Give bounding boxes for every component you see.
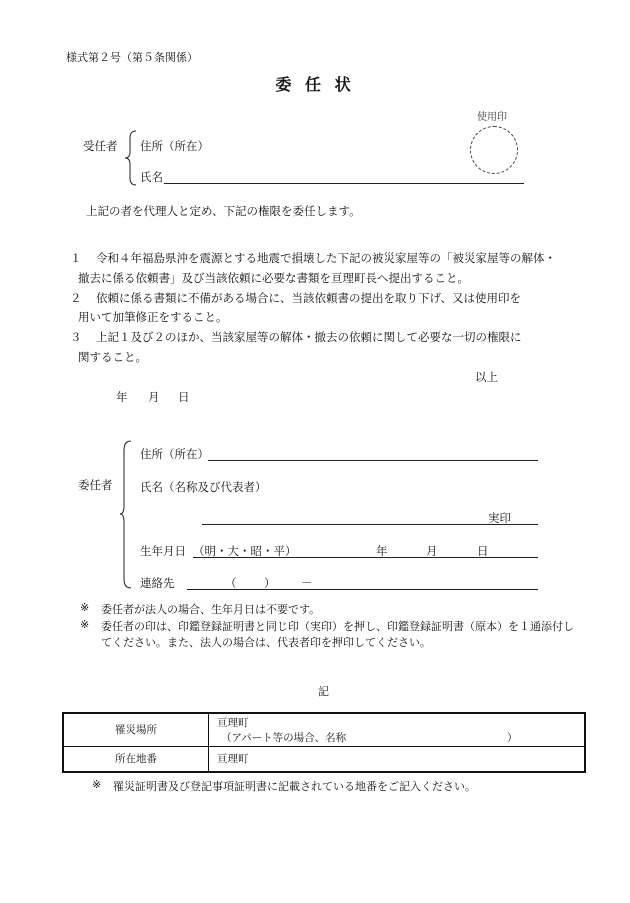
date-day: 日 <box>178 390 190 404</box>
note-1-mark: ※ <box>80 601 90 614</box>
disaster-location-close: ） <box>507 731 518 744</box>
closing-text: 以上 <box>475 370 498 384</box>
stamp-label: 使用印 <box>477 112 507 123</box>
intro-text: 上記の者を代理人と定め、下記の権限を委任します。 <box>86 204 361 218</box>
contact-paren-open: （ <box>225 576 237 590</box>
principal-seal-label: 実印 <box>488 511 511 525</box>
disaster-location-subvalue: （アパート等の場合、名称 <box>221 731 347 744</box>
item-2-number: ２ <box>70 291 82 305</box>
footer-note-text: 罹災証明書及び登記事項証明書に記載されている地番をご記入ください。 <box>113 780 476 793</box>
disaster-location-value: 亘理町 <box>217 716 249 729</box>
note-2-text: 委任者の印は、印鑑登録証明書と同じ印（実印）を押し、印鑑登録証明書（原本）を１通添付し <box>101 620 574 633</box>
birth-era-options[interactable]: （明・大・昭・平） <box>193 544 297 558</box>
footer-note-mark: ※ <box>92 778 102 791</box>
contact-paren-close: ） <box>264 576 276 590</box>
principal-name-label: 氏名（名称及び代表者） <box>140 480 267 494</box>
contact-label: 連絡先 <box>140 576 175 590</box>
note-1-text: 委任者が法人の場合、生年月日は不要です。 <box>101 603 321 616</box>
principal-address-label: 住所（所在） <box>140 447 209 461</box>
page-title: 委 任 状 <box>275 75 355 94</box>
agent-brace <box>124 130 138 186</box>
record-table <box>62 712 586 773</box>
disaster-location-cell[interactable] <box>209 713 586 746</box>
note-2-mark: ※ <box>80 618 90 631</box>
disaster-location-label: 罹災場所 <box>63 713 209 746</box>
principal-heading: 委任者 <box>78 478 113 492</box>
lot-number-label: 所在地番 <box>63 746 209 772</box>
note-2-text-cont: てください。また、法人の場合は、代表者印を押印してください。 <box>101 636 431 649</box>
item-1-line2: 撤去に係る依頼書」及び当該依頼に必要な書類を亘理町長へ提出すること。 <box>78 271 469 285</box>
item-3-line1: 上記１及び２のほか、当該家屋等の解体・撤去の依頼に関して必要な一切の権限に <box>96 330 522 344</box>
birth-day: 日 <box>477 544 489 558</box>
principal-name-line[interactable] <box>202 524 538 525</box>
item-1-number: １ <box>70 251 82 265</box>
date-month: 月 <box>148 390 160 404</box>
item-3-line2: 関すること。 <box>78 350 147 364</box>
item-3-number: ３ <box>70 330 82 344</box>
agent-name-line[interactable] <box>164 183 524 184</box>
lot-number-value[interactable]: 亘理町 <box>209 746 586 772</box>
contact-dash: － <box>301 576 313 590</box>
birth-label: 生年月日 <box>140 544 186 558</box>
form-number: 様式第２号（第５条関係） <box>66 51 198 64</box>
agent-heading: 受任者 <box>83 139 118 153</box>
contact-line[interactable] <box>187 589 538 590</box>
date-year: 年 <box>116 390 128 404</box>
item-2-line1: 依頼に係る書類に不備がある場合に、当該依頼書の提出を取り下げ、又は使用印を <box>96 291 522 305</box>
item-1-line1: 令和４年福島県沖を震源とする地震で損壊した下記の被災家屋等の「被災家屋等の解体・ <box>96 251 556 265</box>
birth-month: 月 <box>426 544 438 558</box>
item-2-line2: 用いて加筆修正をすること。 <box>78 310 228 324</box>
principal-address-line[interactable] <box>208 460 538 461</box>
agent-name-label: 氏名 <box>140 170 163 184</box>
principal-brace <box>119 440 133 590</box>
table-row <box>63 746 585 772</box>
birth-line[interactable] <box>193 557 538 558</box>
stamp-circle <box>470 126 518 174</box>
agent-address-label: 住所（所在） <box>140 139 209 153</box>
record-heading: 記 <box>318 685 329 698</box>
table-row <box>63 713 585 746</box>
birth-year: 年 <box>376 544 388 558</box>
